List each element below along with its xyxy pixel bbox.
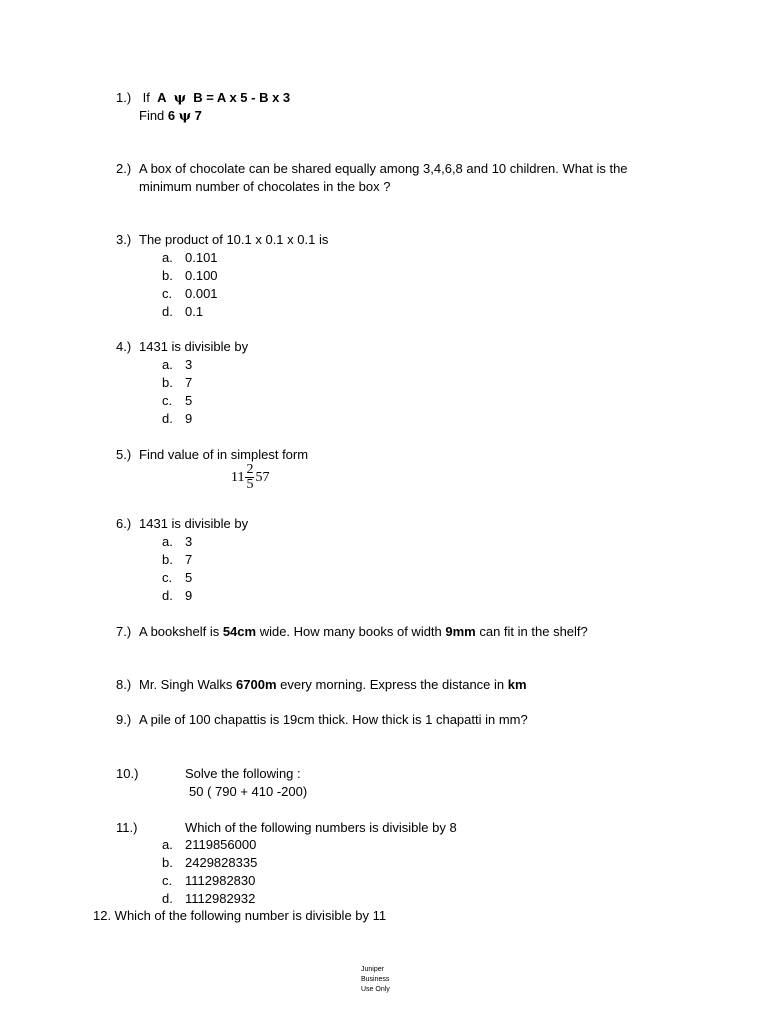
option: [162, 410, 192, 428]
option-value: 1112982932: [185, 891, 256, 906]
question-2: [116, 160, 628, 178]
option: [162, 551, 192, 569]
question-10-text: Solve the following :: [185, 766, 301, 781]
question-number: 4.): [116, 339, 132, 354]
option-label: b.: [162, 855, 173, 870]
option: [162, 249, 218, 267]
question-6: [116, 515, 248, 533]
option-value: 7: [185, 375, 193, 390]
option: [162, 890, 255, 908]
option-value: 9: [185, 411, 193, 426]
question-7-bold-1: 54cm: [222, 624, 257, 639]
option: [162, 267, 218, 285]
option-label: c.: [162, 570, 173, 585]
question-7: [116, 623, 588, 641]
option-value: 3: [185, 357, 193, 372]
classification-footer: [361, 965, 390, 995]
option: [162, 303, 203, 321]
option-label: c.: [162, 286, 173, 301]
option: [162, 854, 257, 872]
question-4-text: 1431 is divisible by: [139, 339, 249, 354]
footer-line: Use Only: [361, 986, 390, 993]
question-number: 6.): [116, 516, 132, 531]
question-number: 9.): [116, 712, 132, 727]
option-value: 2429828335: [185, 855, 258, 870]
fraction-numerator: 2: [246, 462, 254, 477]
question-7-bold-2: 9mm: [445, 624, 476, 639]
question-number: 5.): [116, 447, 132, 462]
option: [162, 836, 256, 854]
question-6-text: 1431 is divisible by: [139, 516, 249, 531]
question-7-text-2: wide. How many books of width: [256, 624, 446, 639]
option-label: b.: [162, 268, 173, 283]
option-label: d.: [162, 891, 173, 906]
option-label: a.: [162, 534, 173, 549]
option-value: 9: [185, 588, 193, 603]
question-number: 10.): [116, 766, 139, 781]
question-2-line-2: minimum number of chocolates in the box ?: [139, 179, 391, 194]
option: [162, 356, 192, 374]
question-12-text: 12. Which of the following number is divisible by 11: [93, 908, 387, 923]
option-value: 5: [185, 393, 193, 408]
question-number: 8.): [116, 677, 132, 692]
option-value: 2119856000: [185, 837, 257, 852]
question-1-definition: B = A x 5 - B x 3: [193, 90, 291, 105]
question-4: [116, 338, 248, 356]
option-label: a.: [162, 250, 173, 265]
option-label: d.: [162, 304, 173, 319]
question-2-line-1: A box of chocolate can be shared equally among 3,4,6,8 and 10 children. What is the: [139, 161, 628, 176]
question-8-bold-1: 6700m: [236, 677, 277, 692]
question-number: 7.): [116, 624, 132, 639]
question-5-text: Find value of in simplest form: [139, 447, 309, 462]
option-label: b.: [162, 375, 173, 390]
footer-line: Juniper: [361, 966, 384, 973]
question-7-text-1: A bookshelf is: [139, 624, 223, 639]
option: [162, 533, 192, 551]
question-1-find-label: Find: [139, 108, 165, 123]
option-value: 0.101: [185, 250, 218, 265]
question-11-text: Which of the following numbers is divisible by 8: [185, 820, 457, 835]
fraction-denominator: 5: [246, 477, 254, 492]
option: [162, 374, 192, 392]
fraction: [245, 463, 254, 492]
option: [162, 285, 218, 303]
option-label: d.: [162, 411, 173, 426]
question-1-find: [139, 107, 202, 126]
question-8-bold-2: km: [507, 677, 527, 692]
option-label: d.: [162, 588, 173, 603]
fraction-whole: 11: [231, 469, 245, 485]
question-8: [116, 676, 527, 694]
option: [162, 872, 255, 890]
option: [162, 569, 192, 587]
question-number: 3.): [116, 232, 132, 247]
option-label: a.: [162, 357, 173, 372]
option-value: 7: [185, 552, 193, 567]
option-value: 0.1: [185, 304, 204, 319]
question-1: [116, 89, 290, 108]
mixed-fraction: [231, 463, 269, 492]
psi-symbol: ψ: [178, 109, 192, 124]
question-9-text: A pile of 100 chapattis is 19cm thick. How thick is 1 chapatti in mm?: [139, 712, 528, 727]
footer-line: Business: [361, 976, 390, 983]
option-label: c.: [162, 873, 173, 888]
option: [162, 587, 192, 605]
option: [162, 392, 192, 410]
option-value: 0.001: [185, 286, 218, 301]
option-value: 0.100: [185, 268, 218, 283]
question-9: [116, 711, 528, 729]
option-value: 1112982830: [185, 873, 256, 888]
question-8-text-2: every morning. Express the distance in: [276, 677, 508, 692]
question-1-find-a: 6: [167, 108, 176, 123]
question-8-text-1: Mr. Singh Walks: [139, 677, 237, 692]
psi-symbol: ψ: [173, 91, 186, 106]
option-label: a.: [162, 837, 173, 852]
question-number: 2.): [116, 161, 132, 176]
question-10-expression: 50 ( 790 + 410 -200): [189, 784, 308, 799]
question-3: [116, 231, 328, 249]
option-label: b.: [162, 552, 173, 567]
question-1-if: If: [142, 90, 150, 105]
question-1-var-a: A: [157, 90, 167, 105]
option-value: 3: [185, 534, 193, 549]
question-3-text: The product of 10.1 x 0.1 x 0.1 is: [139, 232, 329, 247]
option-label: c.: [162, 393, 173, 408]
question-number: 1.): [116, 90, 132, 105]
question-number: 11.): [116, 820, 138, 835]
question-1-find-b: 7: [194, 108, 202, 123]
option-value: 5: [185, 570, 193, 585]
fraction-tail: 57: [255, 469, 270, 485]
question-7-text-3: can fit in the shelf?: [475, 624, 588, 639]
question-5: [116, 446, 308, 464]
